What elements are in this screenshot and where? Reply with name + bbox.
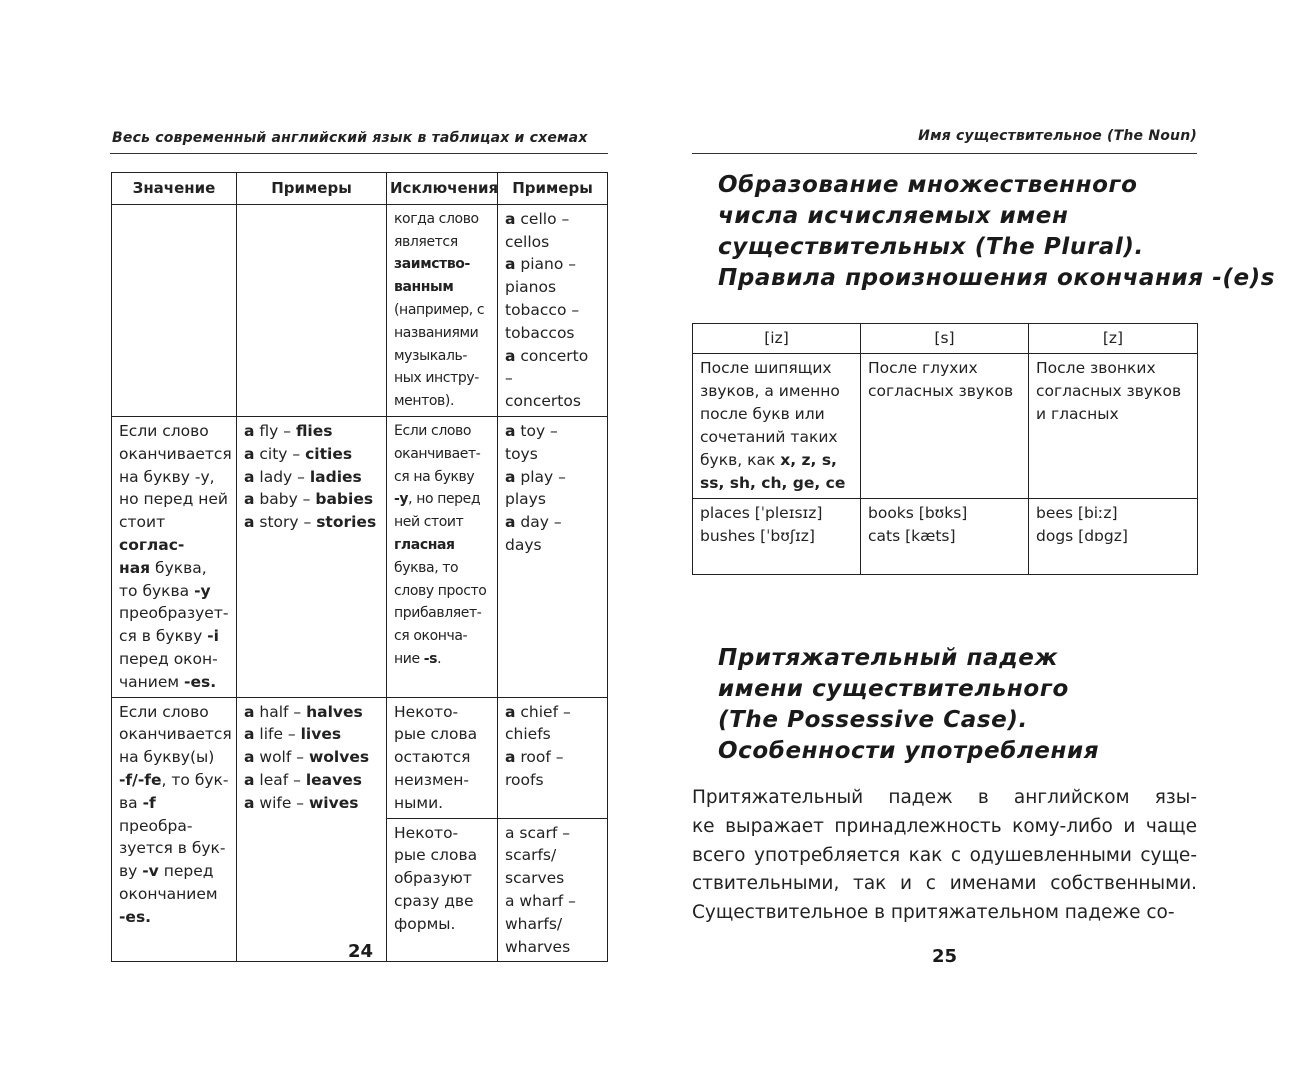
- bold-text-segment: a: [505, 748, 516, 767]
- bold-text-segment: a: [244, 444, 255, 463]
- table-header-row: [693, 324, 1198, 354]
- bold-text-segment: a: [244, 702, 255, 721]
- cell-meaning: [112, 204, 237, 416]
- bold-text-segment: cities: [305, 444, 353, 463]
- heading-line: (The Possessive Case).: [718, 707, 1028, 733]
- bold-text-segment: заимство- ванным: [394, 256, 470, 296]
- section-heading-possessive: [718, 643, 1099, 767]
- bold-text-segment: stories: [316, 513, 377, 532]
- text-segment: life –: [254, 725, 301, 744]
- text-segment: story –: [254, 513, 317, 532]
- bold-text-segment: -s: [423, 650, 438, 667]
- page-number-right: 25: [932, 946, 958, 967]
- header-examples: Примеры: [237, 173, 387, 205]
- text-segment: lady –: [254, 467, 310, 486]
- bold-text-segment: a: [505, 255, 516, 274]
- text-segment: , но перед ней стоит: [394, 491, 481, 531]
- text-segment: day – days: [505, 513, 562, 554]
- table-row: [112, 416, 608, 697]
- text-segment: half –: [254, 702, 307, 721]
- heading-line: Притяжательный падеж: [718, 645, 1058, 671]
- text-segment: Если слово оканчивает- ся на букву: [394, 422, 481, 485]
- bold-text-segment: -f: [142, 793, 156, 812]
- text-segment: roof – roofs: [505, 748, 564, 789]
- cell-example-iz: places [ˈpleɪsɪz] bushes [ˈbʊʃɪz]: [693, 499, 861, 575]
- heading-line: Образование множественного: [718, 172, 1138, 198]
- heading-line: существительных (The Plural).: [718, 234, 1144, 260]
- bold-text-segment: a: [505, 421, 516, 440]
- table-row: [693, 499, 1198, 575]
- bold-text-segment: flies: [295, 421, 333, 440]
- text-segment: .: [437, 650, 442, 667]
- running-head-rule-right: [692, 153, 1197, 154]
- text-segment: преобра- зуется в бук- ву: [119, 816, 226, 881]
- text-segment: play – plays: [505, 467, 566, 509]
- header-meaning: Значение: [112, 173, 237, 205]
- bold-text-segment: a: [505, 467, 516, 486]
- cell-exception-examples: a scarf – scarfs/ scarves a wharf – wharfs/ wharves: [498, 818, 608, 962]
- bold-text-segment: соглас- ная: [119, 535, 185, 577]
- text-segment: когда слово является: [394, 210, 479, 250]
- left-page: [0, 0, 652, 1080]
- header-iz: [iz]: [693, 324, 861, 354]
- text-segment: перед окончанием: [119, 862, 218, 903]
- bold-text-segment: lives: [300, 725, 342, 744]
- text-segment: leaf –: [254, 770, 306, 789]
- text-segment: wife –: [254, 793, 309, 812]
- table-header-row: [112, 173, 608, 205]
- header-z: [z]: [1029, 324, 1198, 354]
- text-segment: wolf –: [254, 748, 309, 767]
- text-segment: буква, то буква: [119, 558, 207, 600]
- text-segment: (например, с названиями музыкаль- ных инстру- ментов).: [394, 301, 485, 410]
- bold-text-segment: a: [244, 421, 255, 440]
- running-head-rule-left: [110, 153, 608, 154]
- bold-text-segment: -y: [194, 581, 211, 600]
- bold-text-segment: -i: [207, 627, 219, 646]
- bold-text-segment: a: [244, 770, 255, 789]
- bold-text-segment: a: [505, 209, 516, 228]
- bold-text-segment: -es.: [184, 672, 217, 691]
- text-segment: cello – cellos: [505, 209, 570, 251]
- cell-examples: [237, 697, 387, 962]
- bold-text-segment: -f/-fe: [119, 770, 162, 789]
- text-segment: После звонких согласных звуков и гласных: [1036, 359, 1182, 423]
- cell-rule-iz: [693, 354, 861, 499]
- bold-text-segment: a: [505, 702, 516, 721]
- bold-text-segment: a: [244, 490, 255, 509]
- cell-example-z: bees [biːz] dogs [dɒgz]: [1029, 499, 1198, 575]
- text-segment: city –: [254, 444, 306, 463]
- header-exceptions: Исключения: [387, 173, 498, 205]
- body-paragraph: [692, 784, 1197, 928]
- cell-exceptions: [387, 416, 498, 697]
- text-segment: fly –: [254, 421, 296, 440]
- text-segment: После шипящих звуков, а именно после букв или сочетаний таких букв, как: [700, 359, 840, 469]
- bold-text-segment: гласная: [394, 536, 455, 553]
- bold-text-segment: wives: [308, 793, 359, 812]
- right-page: [652, 0, 1305, 1080]
- header-s: [s]: [861, 324, 1029, 354]
- bold-text-segment: babies: [315, 490, 374, 509]
- cell-meaning: [112, 697, 237, 962]
- page-number-left: 24: [348, 941, 374, 962]
- paragraph-line: всего употребляется как с одушевленными суще-: [692, 844, 1197, 866]
- text-segment: перед окон- чанием: [119, 649, 218, 691]
- running-head-right: Имя существительное (The Noun): [918, 128, 1197, 144]
- text-segment: буква, то слову просто прибавляет- ся оконча- ние: [394, 559, 487, 667]
- text-segment: Если слово оканчивается на букву(ы): [119, 702, 232, 767]
- plural-exceptions-table: [111, 172, 608, 962]
- cell-exceptions: [387, 204, 498, 416]
- text-segment: concerto – concertos: [505, 346, 589, 411]
- bold-text-segment: -v: [142, 862, 159, 881]
- text-segment: После глухих согласных звуков: [868, 359, 1014, 400]
- cell-meaning: [112, 416, 237, 697]
- bold-text-segment: a: [244, 513, 255, 532]
- bold-text-segment: a: [505, 513, 516, 532]
- cell-rule-s: [861, 354, 1029, 499]
- bold-text-segment: a: [244, 748, 255, 767]
- bold-text-segment: -y: [394, 491, 409, 508]
- cell-exceptions: Некото- рые слова образуют сразу две формы.: [387, 818, 498, 962]
- table-row: [693, 354, 1198, 499]
- cell-exception-examples: [498, 697, 608, 818]
- table-row: [112, 204, 608, 416]
- heading-line: Правила произношения окончания -(e)s: [718, 265, 1276, 291]
- bold-text-segment: wolves: [308, 748, 370, 767]
- section-heading-plural: [718, 170, 1275, 294]
- bold-text-segment: ladies: [309, 467, 362, 486]
- bold-text-segment: x, z, s, ss, sh, ch, ge, ce: [700, 451, 846, 492]
- cell-exception-examples: [498, 204, 608, 416]
- bold-text-segment: a: [244, 793, 255, 812]
- cell-example-s: books [bʊks] cats [kæts]: [861, 499, 1029, 575]
- text-segment: Если слово оканчивается на букву -y, но перед ней стоит: [119, 421, 232, 532]
- bold-text-segment: a: [244, 467, 255, 486]
- bold-text-segment: halves: [306, 702, 363, 721]
- cell-examples: [237, 416, 387, 697]
- text-segment: baby –: [254, 490, 316, 509]
- running-head-left: Весь современный английский язык в таблицах и схемах: [112, 130, 588, 146]
- cell-examples: [237, 204, 387, 416]
- header-exception-examples: Примеры: [498, 173, 608, 205]
- text-segment: , то бук- ва: [119, 770, 229, 812]
- paragraph-line: ствительными, так и с именами собственными.: [692, 873, 1197, 895]
- bold-text-segment: leaves: [305, 770, 362, 789]
- pronunciation-table: [692, 323, 1198, 575]
- paragraph-line: ке выражает принадлежность кому-либо и чаще: [692, 815, 1197, 837]
- bold-text-segment: a: [505, 346, 516, 365]
- paragraph-line: Существительное в притяжательном падеже со-: [692, 902, 1175, 924]
- text-segment: piano – pianos tobacco – tobaccos: [505, 255, 580, 342]
- text-segment: преобразует- ся в букву: [119, 604, 229, 646]
- cell-exception-examples: [498, 416, 608, 697]
- heading-line: числа исчисляемых имен: [718, 203, 1069, 229]
- heading-line: имени существительного: [718, 676, 1069, 702]
- table-row: [112, 697, 608, 818]
- cell-exceptions: Некото- рые слова остаются неизмен- ными.: [387, 697, 498, 818]
- paragraph-line: Притяжательный падеж в английском язы-: [692, 787, 1197, 808]
- cell-rule-z: [1029, 354, 1198, 499]
- text-segment: chief – chiefs: [505, 702, 571, 744]
- bold-text-segment: a: [244, 725, 255, 744]
- text-segment: toy – toys: [505, 421, 558, 463]
- heading-line: Особенности употребления: [718, 738, 1100, 764]
- bold-text-segment: -es.: [119, 907, 152, 926]
